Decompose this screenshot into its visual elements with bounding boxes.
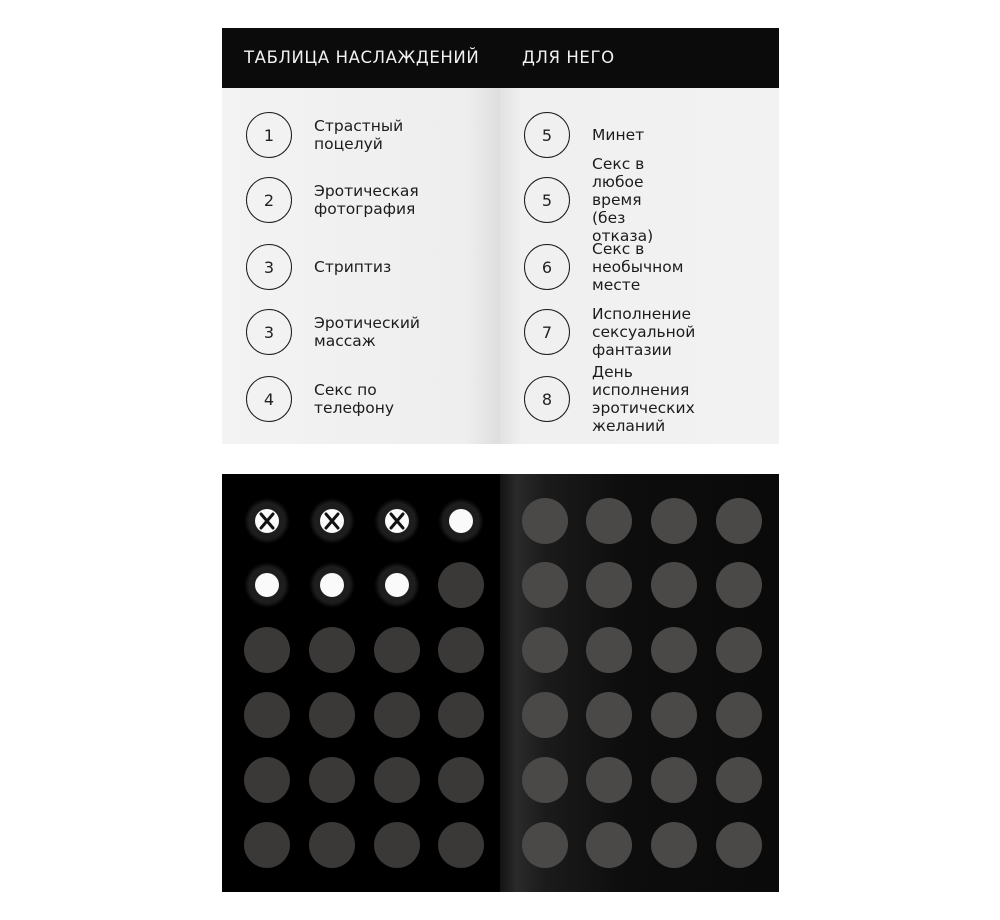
white-dot-icon (320, 573, 344, 597)
pleasure-list-panel (222, 88, 779, 444)
white-dot-icon (385, 573, 409, 597)
scratch-dot[interactable] (438, 692, 484, 738)
scratch-dot[interactable] (651, 498, 697, 544)
scratch-dot-crossed (374, 498, 420, 544)
scratch-dot[interactable] (586, 627, 632, 673)
number-circle: 2 (246, 177, 292, 223)
list-item-label: Минет (592, 126, 645, 144)
scratch-dot[interactable] (586, 822, 632, 868)
scratch-dot-scratched (438, 498, 484, 544)
scratch-dot[interactable] (651, 822, 697, 868)
scratch-card-grid (222, 474, 779, 892)
scratch-dot[interactable] (244, 822, 290, 868)
list-item-label: Эротическая фотография (314, 182, 419, 218)
scratch-dot[interactable] (438, 562, 484, 608)
number-circle: 1 (246, 112, 292, 158)
scratch-dot-scratched (244, 562, 290, 608)
cross-icon (385, 509, 409, 533)
list-item-label: Стриптиз (314, 258, 392, 276)
number-circle: 4 (246, 376, 292, 422)
number-circle: 7 (524, 309, 570, 355)
scratch-dot[interactable] (522, 627, 568, 673)
scratch-dot[interactable] (309, 757, 355, 803)
scratch-dot-crossed (244, 498, 290, 544)
scratch-dot[interactable] (716, 692, 762, 738)
scratch-dot[interactable] (522, 692, 568, 738)
scratch-dot[interactable] (716, 627, 762, 673)
scratch-dot[interactable] (438, 757, 484, 803)
scratch-dot[interactable] (522, 757, 568, 803)
number-circle: 3 (246, 309, 292, 355)
scratch-dot[interactable] (716, 498, 762, 544)
list-item-label: Исполнение сексуальной фантазии (592, 305, 696, 359)
number-circle: 5 (524, 112, 570, 158)
number-circle: 5 (524, 177, 570, 223)
scratch-dot[interactable] (309, 822, 355, 868)
number-circle: 8 (524, 376, 570, 422)
scratch-dot[interactable] (522, 822, 568, 868)
scratch-dot[interactable] (244, 692, 290, 738)
scratch-dot[interactable] (651, 692, 697, 738)
list-item-label: Эротический массаж (314, 314, 420, 350)
scratch-dot[interactable] (374, 757, 420, 803)
list-item-label: Секс по телефону (314, 381, 395, 417)
scratch-dot[interactable] (374, 627, 420, 673)
scratch-dot[interactable] (586, 498, 632, 544)
white-dot-icon (255, 573, 279, 597)
scratch-dot[interactable] (651, 562, 697, 608)
scratch-dot[interactable] (586, 692, 632, 738)
scratch-dot[interactable] (651, 627, 697, 673)
cross-icon (255, 509, 279, 533)
header-title-right: ДЛЯ НЕГО (522, 48, 615, 67)
scratch-dot[interactable] (374, 822, 420, 868)
scratch-dot[interactable] (438, 627, 484, 673)
scratch-dot-scratched (374, 562, 420, 608)
scratch-dot[interactable] (522, 562, 568, 608)
list-item-label: Страстный поцелуй (314, 117, 404, 153)
scratch-dot[interactable] (309, 692, 355, 738)
scratch-dot-scratched (309, 562, 355, 608)
scratch-dot[interactable] (716, 562, 762, 608)
scratch-dot[interactable] (374, 692, 420, 738)
scratch-dot[interactable] (438, 822, 484, 868)
scratch-dot-crossed (309, 498, 355, 544)
header-title-left: ТАБЛИЦА НАСЛАЖДЕНИЙ (244, 48, 480, 67)
scratch-dot[interactable] (716, 822, 762, 868)
scratch-dot[interactable] (586, 562, 632, 608)
list-item-label: Секс в любое время (без отказа) (592, 155, 654, 245)
scratch-dot[interactable] (522, 498, 568, 544)
scratch-dot[interactable] (586, 757, 632, 803)
number-circle: 3 (246, 244, 292, 290)
scratch-dot[interactable] (309, 627, 355, 673)
scratch-dot[interactable] (244, 757, 290, 803)
number-circle: 6 (524, 244, 570, 290)
list-item-label: Секс в необычном месте (592, 240, 684, 294)
scratch-dot[interactable] (651, 757, 697, 803)
white-dot-icon (449, 509, 473, 533)
list-item-label: День исполнения эротических желаний (592, 363, 695, 435)
cross-icon (320, 509, 344, 533)
scratch-dot[interactable] (716, 757, 762, 803)
header-bar (222, 28, 779, 88)
scratch-dot[interactable] (244, 627, 290, 673)
